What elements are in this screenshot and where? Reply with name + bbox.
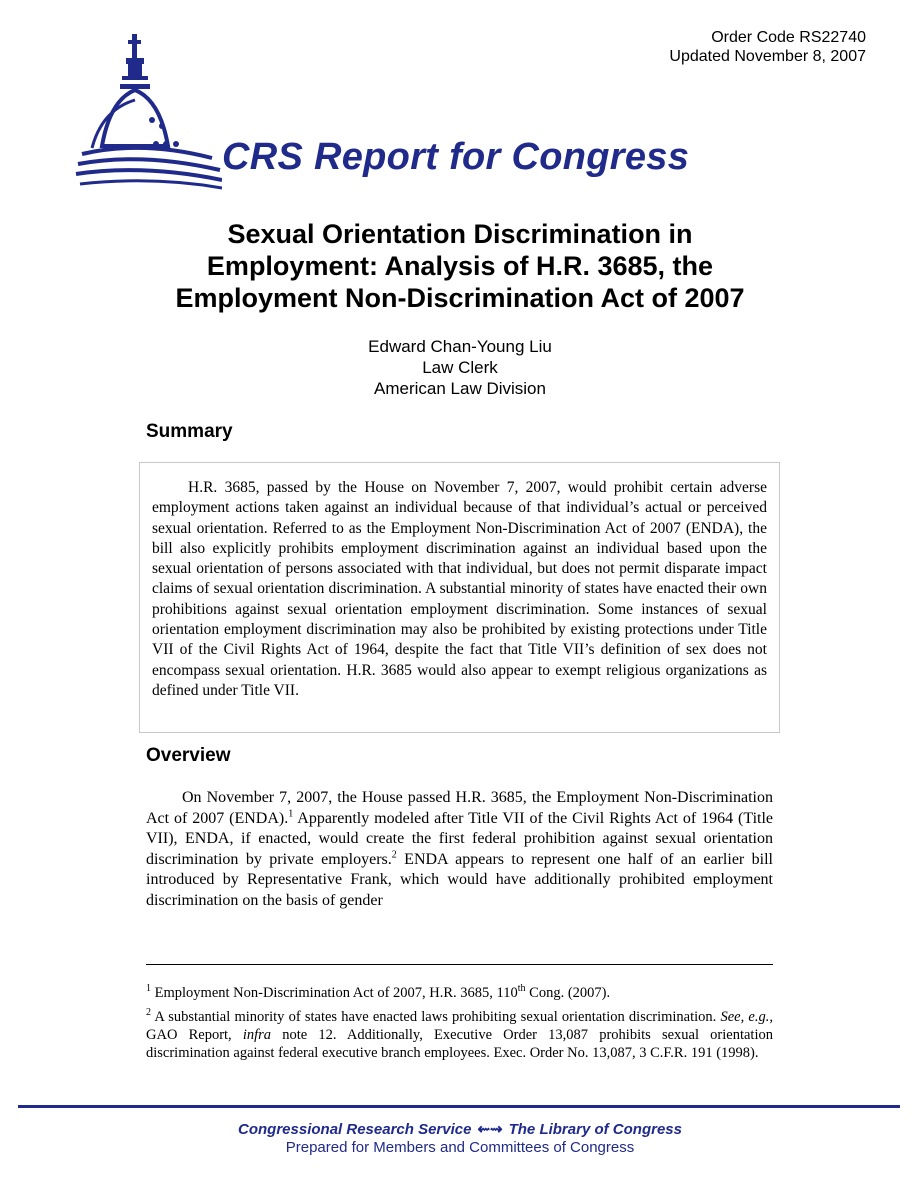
overview-text-part-1: On November 7, 2007, the House passed H.R. 3685, the Employment Non-Discrimination Act of 2007 (ENDA). [146,789,773,827]
footnote-1 [146,984,773,1002]
overview-heading: Overview [146,745,231,766]
overview-paragraph [146,788,773,911]
footnote-1-ordinal: th [517,983,526,995]
footnote-ref-2[interactable]: 2 [391,849,397,861]
footnote-2-infra: infra [242,1027,272,1043]
overview-text-part-3: ENDA appears to represent one half of an earlier bill introduced by Representative Frank, which would have additionally prohibited employment discrimination on the basis of gender [146,850,773,909]
summary-heading: Summary [146,421,233,442]
order-code-block [669,28,866,66]
footnote-divider [146,964,773,965]
footnote-ref-1[interactable]: 1 [288,808,294,820]
footer-divider [18,1105,900,1108]
title-line-1: Sexual Orientation Discrimination in [227,219,693,249]
document-title [100,218,820,314]
ornament-icon: ⇜⇝ [477,1121,503,1138]
footnote-1-mark: 1 [146,983,151,995]
footer-publisher [0,1120,920,1138]
author-role: Law Clerk [422,358,498,377]
footnote-2 [146,1008,773,1062]
crs-brand-wordmark: CRS Report for Congress [222,136,690,178]
author-block [260,336,660,399]
footer-crs-name: Congressional Research Service [238,1121,472,1138]
capitol-dome-logo-icon [72,28,222,190]
title-line-2: Employment: Analysis of H.R. 3685, the [206,251,714,281]
footer-tagline: Prepared for Members and Committees of Congress [285,1139,635,1156]
footnotes [146,984,773,1068]
footnote-2-text-a: A substantial minority of states have enacted laws prohibiting sexual orientation discrimination. [151,1009,721,1025]
author-name: Edward Chan-Young Liu [368,337,552,356]
footnote-2-mark: 2 [146,1007,151,1019]
order-code: Order Code RS22740 [711,29,866,46]
title-line-3: Employment Non-Discrimination Act of 2007 [175,283,745,313]
footnote-2-text-b: GAO Report, [146,1027,243,1043]
footer-loc-name: The Library of Congress [508,1121,682,1138]
overview-text-part-2: Apparently modeled after Title VII of the Civil Rights Act of 1964 (Title VII), ENDA, if enacted, would create the first federal prohibition against sexual orientation discrimination by private employers. [146,809,773,868]
summary-text: H.R. 3685, passed by the House on November 7, 2007, would prohibit certain adverse employment actions taken against an individual because of that individual’s actual or perceived sexual orientation. Referred to as the Employment Non-Discrimination Act of 2007 (ENDA), the bill also explicitly prohibits employment discrimination against an individual based upon the sexual orientation of persons associated with that individual, but does not permit disparate impact claims of sexual orientation discrimination. A substantial minority of states have enacted their own prohibitions against sexual orientation employment discrimination. Some instances of sexual orientation employment discrimination may also be prohibited by existing protections under Title VII of the Civil Rights Act of 1964, despite the fact that Title VII’s definition of sex does not encompass sexual orientation. H.R. 3685 would also appear to exempt religious organizations as defined under Title VII. [152,479,767,699]
footnote-1-text-a: Employment Non-Discrimination Act of 2007, H.R. 3685, 110 [151,985,518,1001]
footnote-2-text-c: note 12. Additionally, Executive Order 13,087 prohibits sexual orientation discrimination against federal executive branch employees. Exec. Order No. 13,087, 3 C.F.R. 191 (1998). [146,1027,773,1061]
footnote-1-text-b: Cong. (2007). [525,985,611,1001]
summary-box [139,462,780,733]
footnote-2-see: See, e.g., [720,1009,773,1025]
updated-date: Updated November 8, 2007 [669,48,866,65]
author-division: American Law Division [374,379,546,398]
